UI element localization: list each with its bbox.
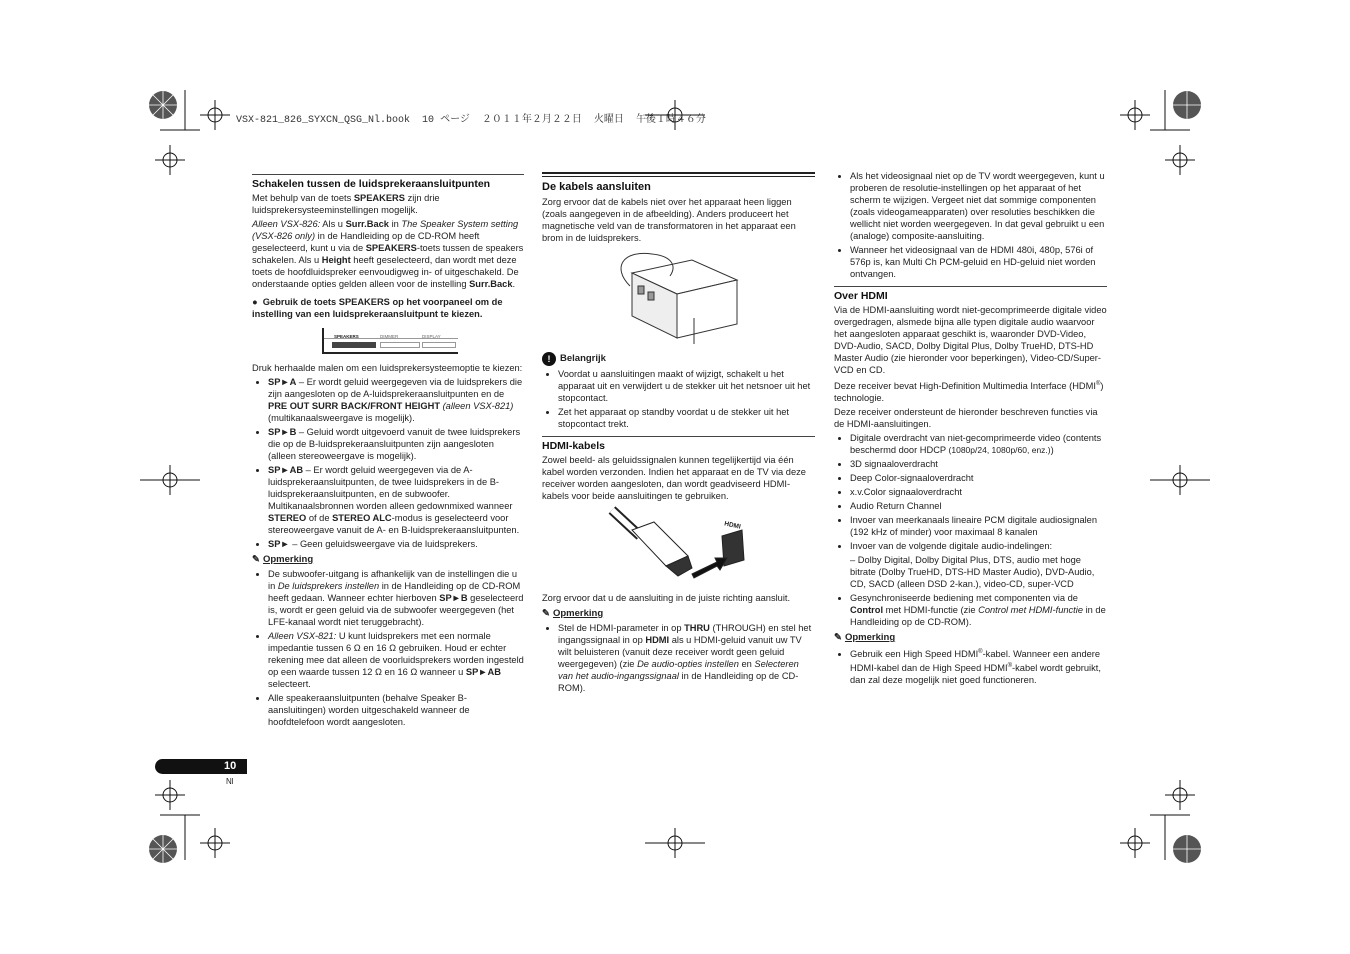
list-item: • SP►AB – Er wordt geluid weergegeven via de A-luidsprekeraansluitpunten, de twee luidsprekers in de B-luidsprekeraansluitpunten, en de subwoofer. Multikanaalsbronnen worden alleen gedownmixed wanneer STEREO of de STEREO ALC-modus is geselecteerd voor stereoweergave vanuit de A- en B-luidsprekeraansluitpunten. xyxy=(268,464,524,536)
paragraph: Alleen VSX-826: Als u Surr.Back in The Speaker System setting (VSX-826 only) in de Handleiding op de CD-ROM heeft geselecteerd, kunt u via de SPEAKERS-toets tussen de speakers schakelen. Als u Height heeft geselecteerd, dan wordt met deze toets de hoofdluidspreker eenvoudigweg in- of uitgeschakeld. De onderstaande opties gelden alleen voor de instelling Surr.Back. xyxy=(252,219,524,289)
note-heading: ✎ Opmerking xyxy=(834,632,896,644)
list-item: • Audio Return Channel xyxy=(850,500,1107,512)
hdmi-features-list xyxy=(834,432,1107,628)
list-item: • x.v.Color signaaloverdracht xyxy=(850,486,1107,498)
print-header: VSX-821_826_SYXCN_QSG_Nl.book 10 ページ ２０１１年２月２２日 火曜日 午後１時４６分 xyxy=(236,115,706,126)
video-notes-list xyxy=(834,170,1107,280)
note-list xyxy=(252,568,524,728)
list-item: • SP►A – Er wordt geluid weergegeven via de luidsprekers die zijn aangesloten op de A-luidsprekeraansluitpunten en de PRE OUT SURR BACK/FRONT HEIGHT (alleen VSX-821) (multikanaalsweergave is mogelijk). xyxy=(268,376,524,424)
important-list xyxy=(542,368,815,430)
important-icon: ! xyxy=(542,352,556,366)
list-item: • Deep Color-signaaloverdracht xyxy=(850,472,1107,484)
list-item: • SP►B – Geluid wordt uitgevoerd vanuit de twee luidsprekers die op de B-luidsprekeraansluitpunten zijn aangesloten (alleen stereoweergave is mogelijk). xyxy=(268,426,524,462)
list-item: • Zet het apparaat op standby voordat u de stekker uit het stopcontact trekt. xyxy=(558,406,815,430)
speaker-options-list xyxy=(252,376,524,550)
note-list xyxy=(542,622,815,694)
section-title: Over HDMI xyxy=(834,290,888,302)
list-item: • Invoer van meerkanaals lineaire PCM digitale audiosignalen (192 kHz of minder) voor maximaal 8 kanalen xyxy=(850,514,1107,538)
pencil-icon: ✎ xyxy=(542,608,550,619)
list-item: • 3D signaaloverdracht xyxy=(850,458,1107,470)
note-heading: ✎ Opmerking xyxy=(252,554,314,565)
section-title: De kabels aansluiten xyxy=(542,181,651,193)
page-language: Nl xyxy=(226,777,234,786)
hdmi-label: HDMI xyxy=(723,520,742,531)
list-item: • SP► – Geen geluidsweergave via de luidsprekers. xyxy=(268,538,524,550)
page-number: 10 xyxy=(224,760,237,772)
paragraph: Zowel beeld- als geluidssignalen kunnen tegelijkertijd via één kabel worden verzonden. Indien het apparaat en de TV via deze receiver worden aangesloten, dan wordt geadviseerd HDMI-kabels voor beide aansluitingen te gebruiken. xyxy=(542,455,806,501)
front-panel-illustration xyxy=(322,328,458,354)
pencil-icon: ✎ xyxy=(834,632,842,644)
receiver-cable-illustration xyxy=(542,248,815,346)
column-left xyxy=(252,174,524,730)
paragraph: Druk herhaalde malen om een luidsprekersysteemoptie te kiezen: xyxy=(252,363,523,373)
list-item: • Als het videosignaal niet op de TV wordt weergegeven, kunt u proberen de resolutie-instellingen op het apparaat of het scherm te wijzigen. Vergeet niet dat sommige componenten (zoals videogameapparaten) over resoluties beschikken die wellicht niet worden weergegeven. In dat geval gebruikt u een (analoge) composite-aansluiting. xyxy=(850,170,1107,242)
paragraph: Via de HDMI-aansluiting wordt niet-gecomprimeerde digitale video overgedragen, alsmede bijna alle typen digitale audio waarvoor het aangesloten apparaat geschikt is, waaronder DVD-Video, DVD-Audio, SACD, Dolby Digital Plus, Dolby TrueHD, DTS-HD Master Audio (zie hieronder voor beperkingen), Video-CD/Super-VCD en CD. xyxy=(834,305,1107,375)
column-middle xyxy=(542,172,815,696)
important-heading: ! Belangrijk xyxy=(542,352,815,366)
section-title: HDMI-kabels xyxy=(542,440,606,452)
paragraph: Deze receiver ondersteunt de hieronder beschreven functies via de HDMI-aansluitingen. xyxy=(834,407,1098,430)
list-item: • Digitale overdracht van niet-gecomprimeerde video (contents beschermd door HDCP (1080p/24, 1080p/60, enz.)) xyxy=(850,432,1107,456)
list-item: • Stel de HDMI-parameter in op THRU (THROUGH) en stel het ingangssignaal in op HDMI als u HDMI-geluid vanuit uw TV wilt beluisteren (vanuit deze receiver wordt geen geluid weergegeven) (zie De audio-opties instellen en Selecteren van het audio-ingangssignaal in de Handleiding op de CD-ROM). xyxy=(558,622,815,694)
list-item: • Voordat u aansluitingen maakt of wijzigt, schakelt u het apparaat uit en verwijdert u de stekker uit het netsnoer uit het stopcontact. xyxy=(558,368,815,404)
list-item: • De subwoofer-uitgang is afhankelijk van de instellingen die u in De luidsprekers instellen in de Handleiding op de CD-ROM heeft gedaan. Wanneer echter hierboven SP►B geselecteerd is, wordt er geen geluid via de subwoofer weergegeven (het LFE-kanaal wordt niet teruggebracht). xyxy=(268,568,524,628)
list-item: • Alle speakeraansluitpunten (behalve Speaker B-aansluitingen) worden uitgeschakeld wanneer de hoofdtelefoon wordt aangesloten. xyxy=(268,692,524,728)
section-title: Schakelen tussen de luidsprekeraansluitpunten xyxy=(252,178,491,190)
panel-label-display: DISPLAY xyxy=(422,334,441,339)
list-item: • Invoer van de volgende digitale audio-indelingen: – Dolby Digital, Dolby Digital Plus, DTS, audio met hoge bitrate (Dolby TrueHD, DTS-HD Master Audio), DVD-Audio, CD, SACD (alleen DSD 2-kan.), video-CD, super-VCD xyxy=(850,540,1107,590)
list-item: • Gebruik een High Speed HDMI®-kabel. Wanneer een andere HDMI-kabel dan de High Speed HDMI®-kabel wordt gebruikt, dan zal deze mogelijk niet goed functioneren. xyxy=(850,646,1107,686)
pencil-icon: ✎ xyxy=(252,554,260,565)
list-item: • Alleen VSX-821: U kunt luidsprekers met een normale impedantie tussen 6 Ω en 16 Ω gebruiken. Houd er echter rekening mee dat alleen de voorluidsprekers worden ingesteld op een waarde tussen 12 Ω en 16 Ω wanneer u SP►AB selecteert. xyxy=(268,630,524,690)
note-heading: ✎ Opmerking xyxy=(542,608,604,619)
note-list xyxy=(834,646,1107,686)
list-item: • Wanneer het videosignaal van de HDMI 480i, 480p, 576i of 576p is, kan Multi Ch PCM-geluid en HD-geluid niet worden ontvangen. xyxy=(850,244,1107,280)
column-right xyxy=(834,170,1107,688)
panel-label-speakers: SPEAKERS xyxy=(334,334,359,339)
hdmi-connector-illustration xyxy=(542,506,815,586)
paragraph: Deze receiver bevat High-Definition Multimedia Interface (HDMI®) technologie. xyxy=(834,381,1104,404)
panel-label-dimmer: DIMMER xyxy=(380,334,399,339)
paragraph: Zorg ervoor dat de kabels niet over het apparaat heen liggen (zoals aangegeven in de afbeelding). Anders produceert het magnetische veld van de transformatoren in het apparaat een brom in de luidsprekers. xyxy=(542,197,796,243)
list-item: • Gesynchroniseerde bediening met componenten via de Control met HDMI-functie (zie Control met HDMI-functie in de Handleiding op de CD-ROM). xyxy=(850,592,1107,628)
paragraph: Zorg ervoor dat u de aansluiting in de juiste richting aansluit. xyxy=(542,593,791,603)
paragraph: Met behulp van de toets SPEAKERS zijn drie luidsprekersysteeminstellingen mogelijk. xyxy=(252,193,440,215)
bold-instruction: ● Gebruik de toets SPEAKERS op het voorpaneel om de instelling van een luidsprekeraansluitpunt te kiezen. xyxy=(252,297,503,319)
